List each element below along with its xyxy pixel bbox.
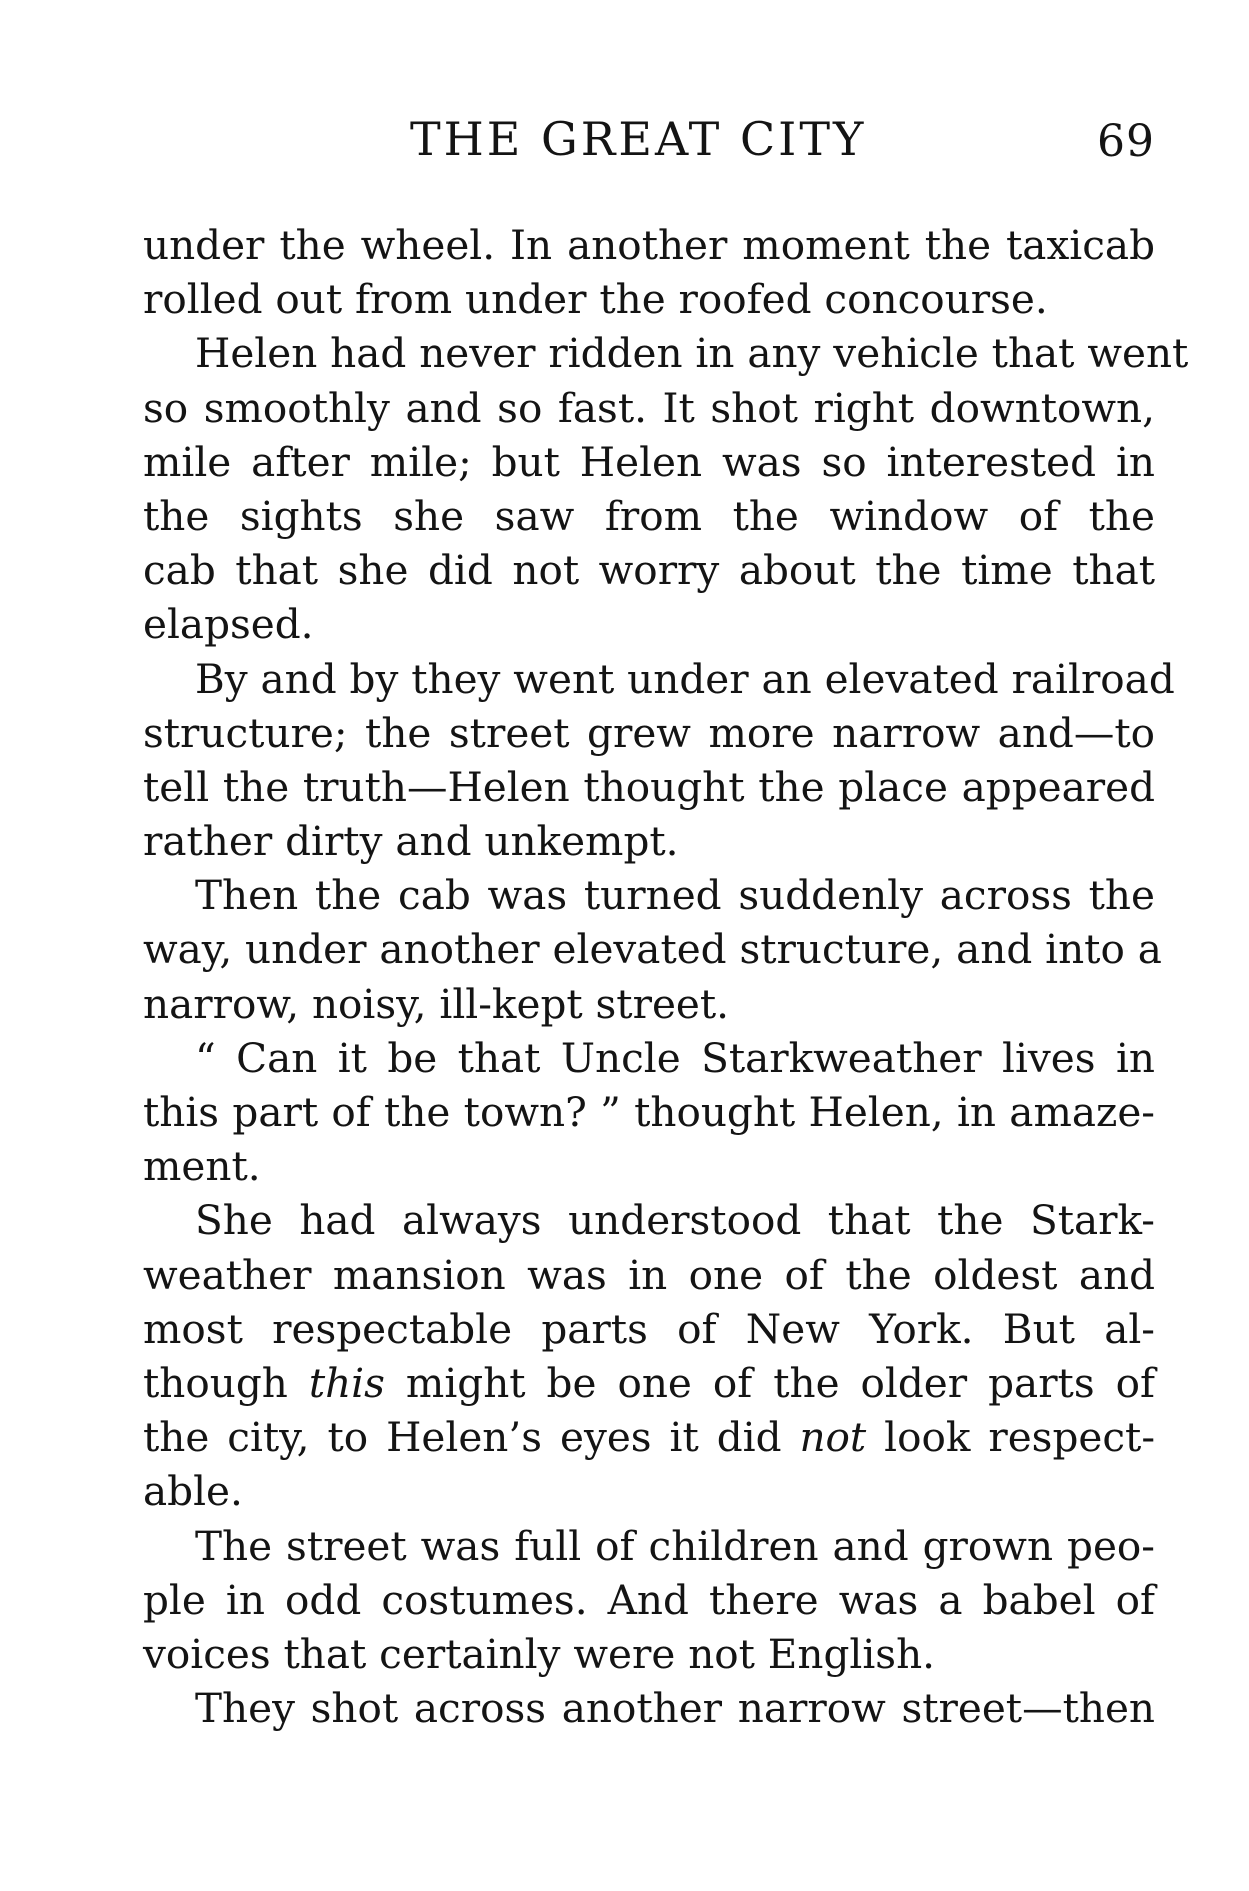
text-line: They shot across another narrow street—then [195, 1684, 1155, 1733]
italic-emphasis: this [308, 1358, 385, 1407]
text-line: The street was full of children and grown peo- [195, 1521, 1155, 1570]
text-line: tell the truth—Helen thought the place appeared [143, 762, 1155, 811]
text-line: this part of the town? ” thought Helen, in amaze- [143, 1088, 1155, 1136]
text-line: the sights she saw from the window of the [143, 491, 1155, 540]
text-line: ple in odd costumes. And there was a babel of [143, 1575, 1155, 1624]
text-line: rather dirty and unkempt. [143, 817, 679, 866]
text-line: She had always understood that the Stark- [195, 1196, 1155, 1245]
body-text [143, 218, 1189, 1735]
text-line: Then the cab was turned suddenly across the [195, 871, 1155, 920]
text-line: ment. [143, 1142, 261, 1191]
text-line: the city, to Helen’s eyes it did not look respect- [143, 1413, 1155, 1462]
text-line: cab that she did not worry about the time that [143, 546, 1155, 595]
text-line: so smoothly and so fast. It shot right downtown, [143, 383, 1155, 432]
text-line: structure; the street grew more narrow and—to [143, 708, 1155, 757]
text-line: able. [143, 1467, 243, 1516]
text-line: weather mansion was in one of the oldest and [143, 1250, 1155, 1299]
running-head [140, 112, 1155, 172]
italic-emphasis: not [799, 1413, 867, 1462]
page-number: 69 [1097, 116, 1155, 167]
text-line: Helen had never ridden in any vehicle that went [195, 329, 1189, 378]
text-line: elapsed. [143, 600, 314, 649]
text-line: mile after mile; but Helen was so interested in [143, 437, 1155, 486]
text-line: under the wheel. In another moment the taxicab [143, 221, 1155, 269]
text-line: most respectable parts of New York. But al- [143, 1304, 1155, 1353]
text-line: voices that certainly were not English. [143, 1629, 936, 1678]
text-line: way, under another elevated structure, and into a [143, 925, 1162, 974]
text-line: By and by they went under an elevated railroad [195, 654, 1175, 703]
text-line: rolled out from under the roofed concourse. [143, 275, 1048, 324]
text-line: narrow, noisy, ill-kept street. [143, 979, 730, 1028]
text-line: “ Can it be that Uncle Starkweather lives in [195, 1033, 1155, 1082]
text-line: though this might be one of the older parts of [143, 1358, 1155, 1407]
running-title: THE GREAT CITY [410, 112, 867, 166]
